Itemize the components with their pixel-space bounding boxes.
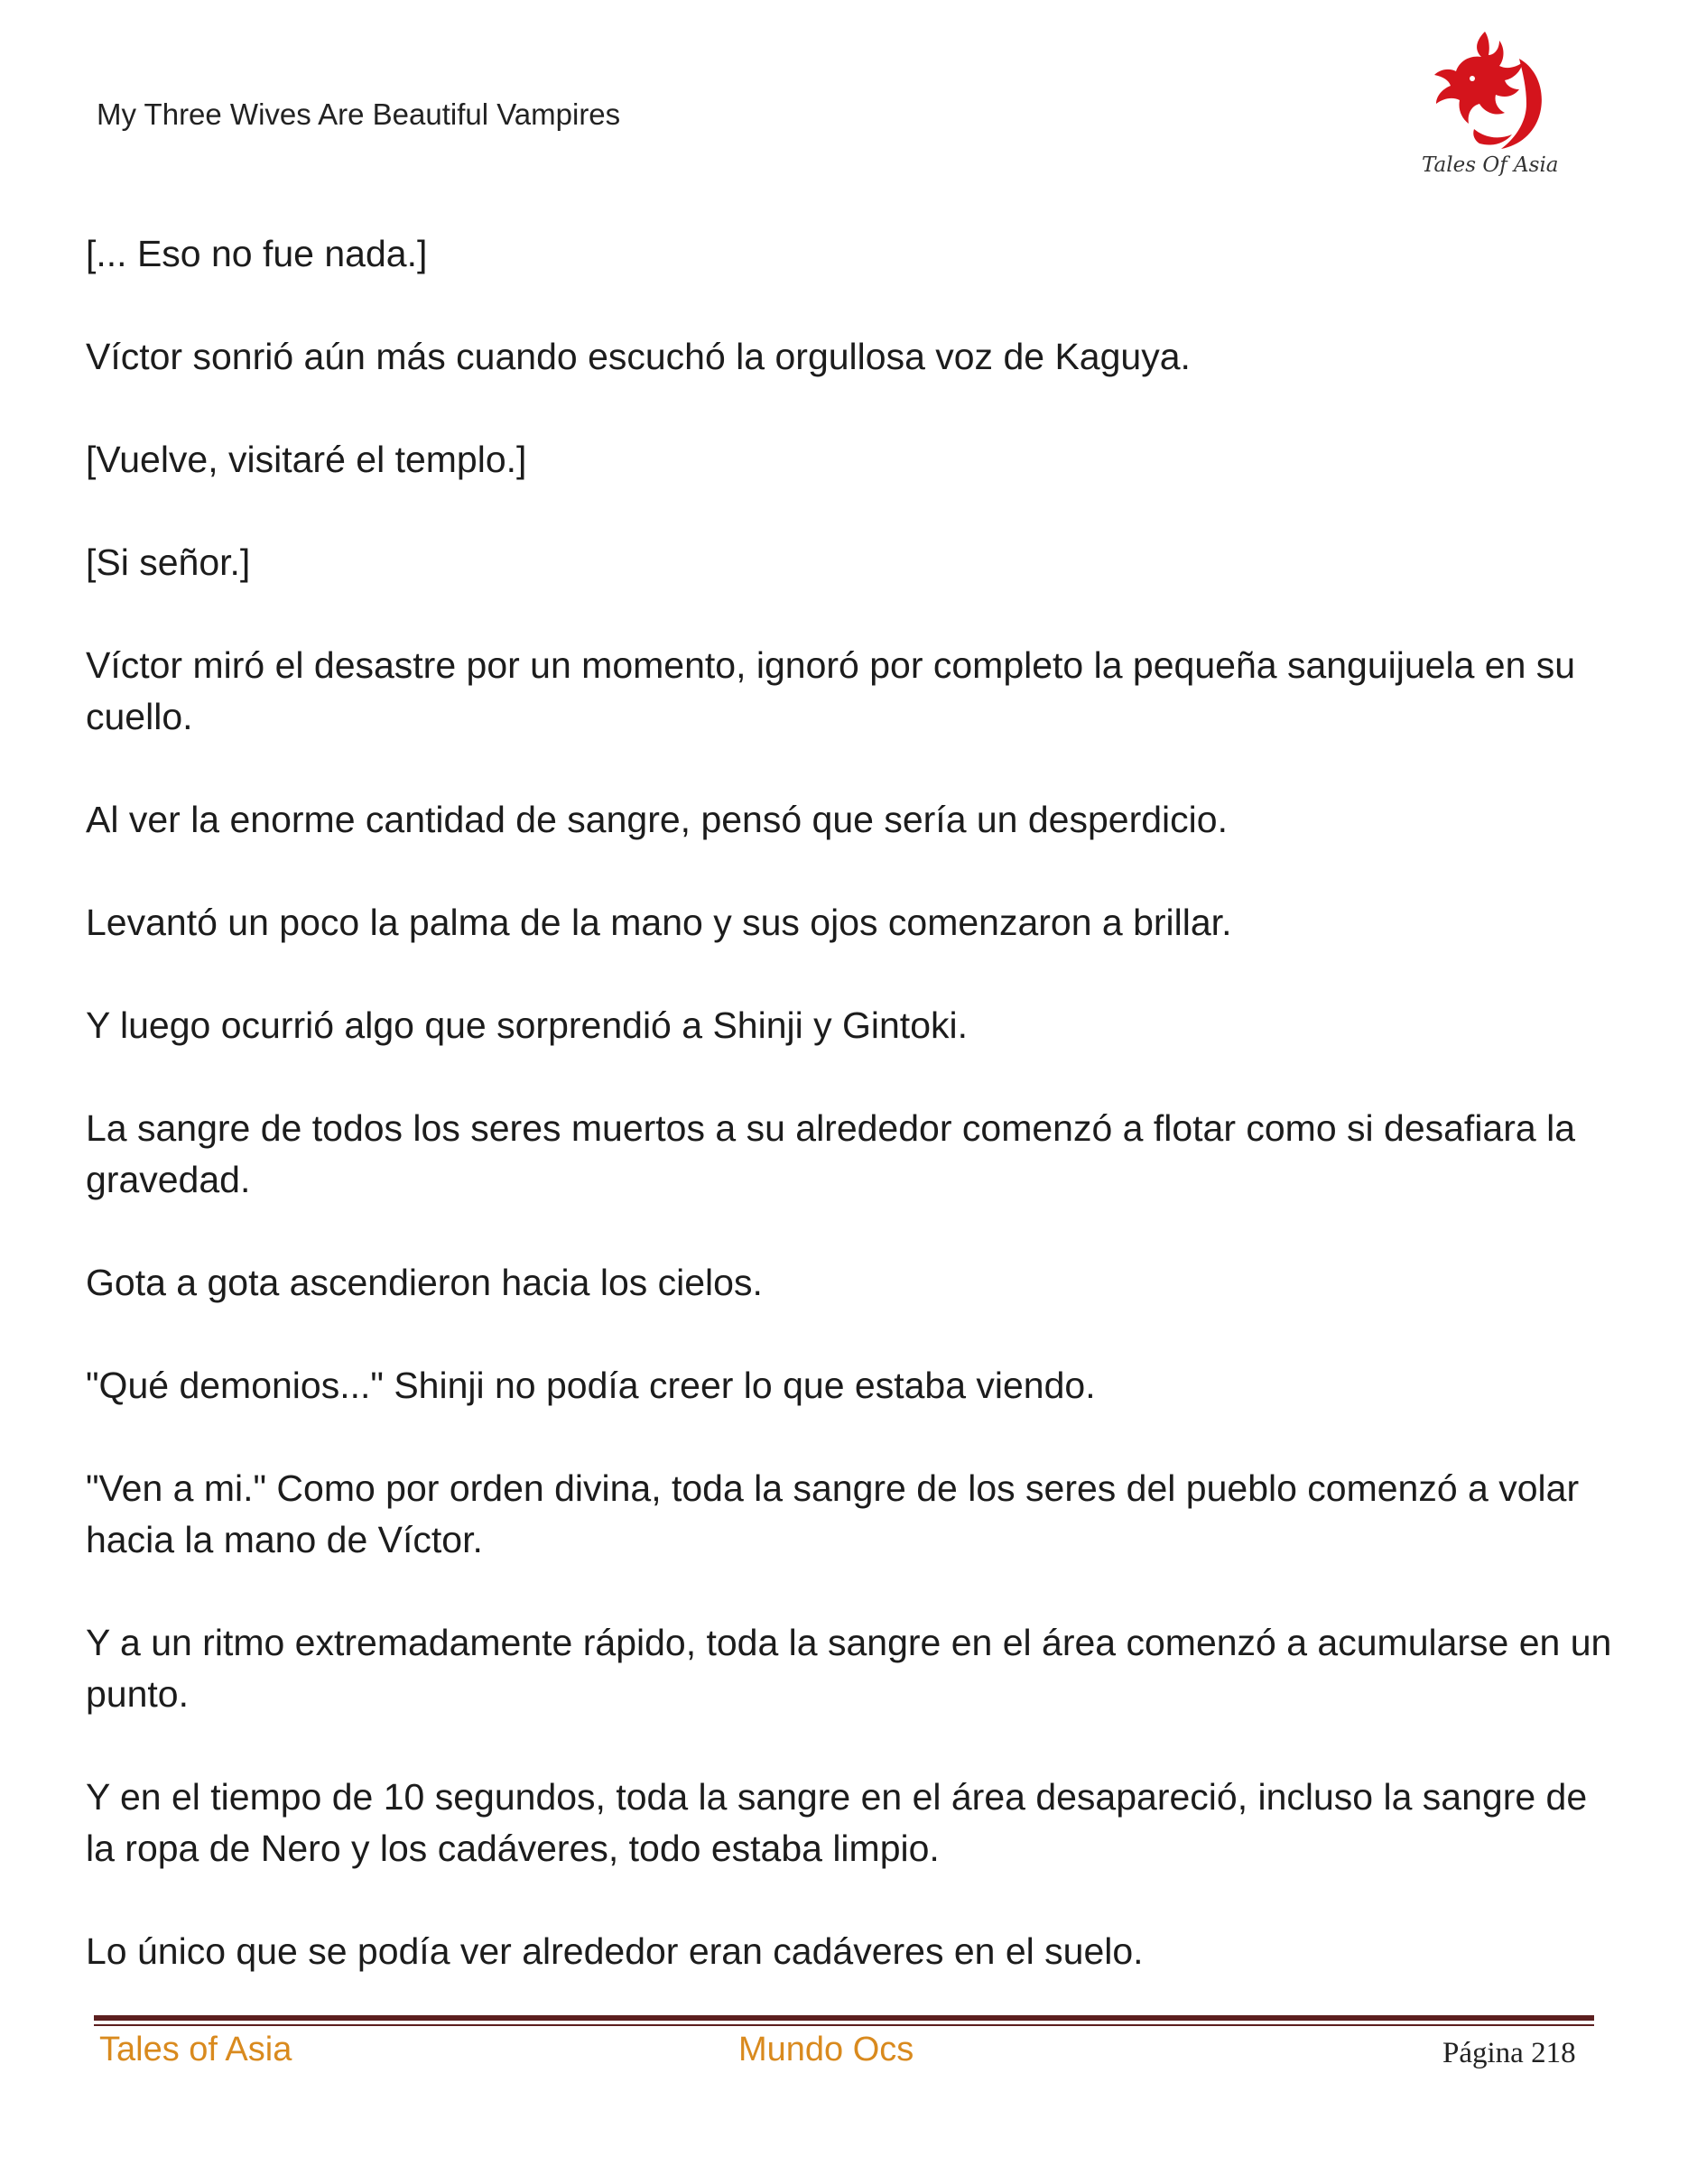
tales-of-asia-logo	[1422, 23, 1557, 180]
paragraph: Víctor sonrió aún más cuando escuchó la orgullosa voz de Kaguya.	[86, 336, 1191, 377]
paragraph: [Vuelve, visitaré el templo.]	[86, 439, 527, 480]
paragraph: [Si señor.]	[86, 541, 251, 583]
page-number: Página 218	[1442, 2037, 1576, 2069]
paragraph: Y a un ritmo extremadamente rápido, toda la sangre en el área comenzó a acumularse en un punto.	[86, 1622, 1612, 1715]
footer-section-name: Mundo Ocs	[738, 2031, 914, 2068]
paragraph: "Ven a mi." Como por orden divina, toda la sangre de los seres del pueblo comenzó a volar hacia la mano de Víctor.	[86, 1467, 1580, 1560]
paragraph: "Qué demonios..." Shinji no podía creer lo que estaba viendo.	[86, 1365, 1096, 1406]
footer-divider-thin	[94, 2024, 1594, 2026]
paragraph: Gota a gota ascendieron hacia los cielos.	[86, 1262, 763, 1303]
paragraph: Y luego ocurrió algo que sorprendió a Shinji y Gintoki.	[86, 1004, 968, 1046]
document-header-title: My Three Wives Are Beautiful Vampires	[97, 97, 621, 131]
paragraph: [... Eso no fue nada.]	[86, 233, 428, 274]
paragraph: Al ver la enorme cantidad de sangre, pensó que sería un desperdicio.	[86, 799, 1228, 840]
footer-site-name: Tales of Asia	[99, 2031, 292, 2068]
paragraph: Lo único que se podía ver alrededor eran cadáveres en el suelo.	[86, 1930, 1144, 1972]
paragraph: Y en el tiempo de 10 segundos, toda la sangre en el área desapareció, incluso la sangre de la ropa de Nero y los cadáveres, todo estaba limpio.	[86, 1776, 1588, 1869]
paragraph: Víctor miró el desastre por un momento, ignoró por completo la pequeña sanguijuela en su cuello.	[86, 644, 1576, 737]
paragraph: La sangre de todos los seres muertos a su alrededor comenzó a flotar como si desafiara la gravedad.	[86, 1107, 1575, 1200]
page-body	[86, 228, 1620, 2029]
paragraph: Levantó un poco la palma de la mano y sus ojos comenzaron a brillar.	[86, 902, 1232, 943]
logo-text: Tales Of Asia	[1422, 153, 1559, 177]
footer-divider	[94, 2015, 1594, 2021]
